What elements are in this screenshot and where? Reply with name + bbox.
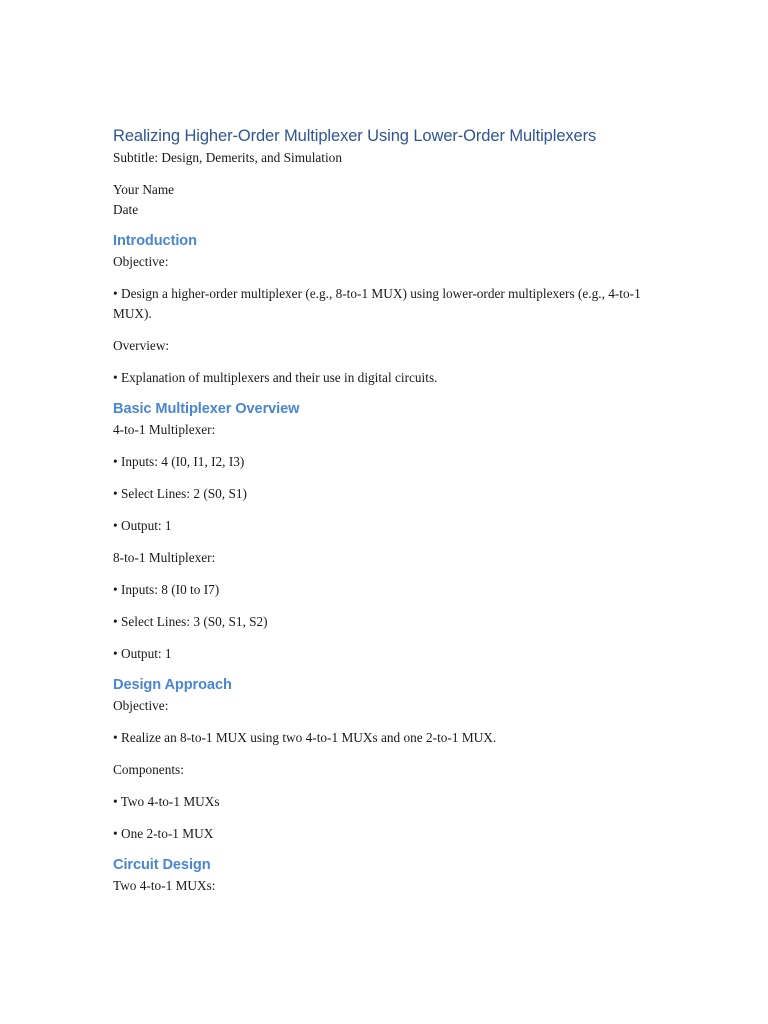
mux4-label: 4-to-1 Multiplexer:	[113, 422, 216, 437]
mux8-inputs-item: • Inputs: 8 (I0 to I7)	[113, 582, 220, 597]
section-heading-circuit-design: Circuit Design	[113, 857, 211, 873]
design-objective-label: Objective:	[113, 698, 169, 713]
document-title: Realizing Higher-Order Multiplexer Using Lower-Order Multiplexers	[113, 127, 597, 145]
intro-objective-item: • Design a higher-order multiplexer (e.g., 8-to-1 MUX) using lower-order multiplexers (e.g., 4-to-1 MUX).	[113, 286, 641, 321]
mux8-select-item: • Select Lines: 3 (S0, S1, S2)	[113, 614, 268, 629]
circuit-design-label: Two 4-to-1 MUXs:	[113, 878, 216, 893]
mux8-label: 8-to-1 Multiplexer:	[113, 550, 216, 565]
document-page	[113, 124, 673, 908]
intro-overview-label: Overview:	[113, 338, 170, 353]
intro-overview-item: • Explanation of multiplexers and their use in digital circuits.	[113, 370, 438, 385]
component-item-mux2: • One 2-to-1 MUX	[113, 826, 214, 841]
section-heading-introduction: Introduction	[113, 233, 197, 249]
mux4-inputs-item: • Inputs: 4 (I0, I1, I2, I3)	[113, 454, 245, 469]
document-subtitle: Subtitle: Design, Demerits, and Simulation	[113, 150, 342, 165]
mux8-output-item: • Output: 1	[113, 646, 172, 661]
design-objective-item: • Realize an 8-to-1 MUX using two 4-to-1 MUXs and one 2-to-1 MUX.	[113, 730, 497, 745]
mux4-select-item: • Select Lines: 2 (S0, S1)	[113, 486, 247, 501]
intro-objective-label: Objective:	[113, 254, 169, 269]
section-heading-basic-overview: Basic Multiplexer Overview	[113, 401, 300, 417]
component-item-mux4: • Two 4-to-1 MUXs	[113, 794, 220, 809]
components-label: Components:	[113, 762, 184, 777]
section-heading-design-approach: Design Approach	[113, 677, 232, 693]
mux4-output-item: • Output: 1	[113, 518, 172, 533]
author-name: Your Name	[113, 182, 175, 197]
document-date: Date	[113, 202, 139, 217]
